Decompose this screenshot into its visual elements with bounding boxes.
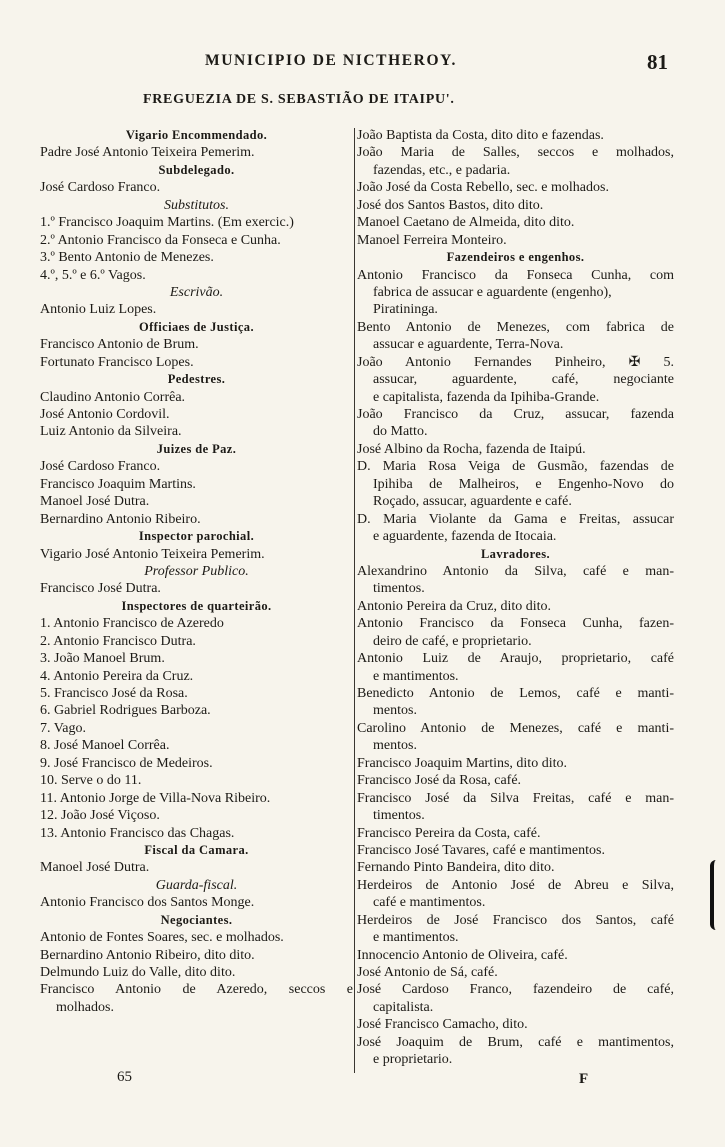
left-entry-line: 10. Serve o do 11. xyxy=(40,773,142,789)
right-entry-continuation: capitalista. xyxy=(373,999,434,1015)
left-entry-line: 4.º, 5.º e 6.º Vagos. xyxy=(40,267,146,283)
left-entry-line: 4. Antonio Pereira da Cruz. xyxy=(40,668,194,684)
left-section-heading: Negociantes. xyxy=(160,912,233,927)
right-entry-line: José Cardoso Franco, fazendeiro de café, xyxy=(357,982,674,998)
left-entry-line: Bernardino Antonio Ribeiro, dito dito. xyxy=(40,947,255,963)
right-entry-line: D. Maria Violante da Gama e Freitas, assucar xyxy=(357,511,674,527)
left-entry-line: Antonio Francisco dos Santos Monge. xyxy=(40,895,255,911)
right-entry-line: Bento Antonio de Menezes, com fabrica de xyxy=(357,319,674,335)
left-entry-line: Claudino Antonio Corrêa. xyxy=(40,389,186,405)
left-entry-line: Fortunato Francisco Lopes. xyxy=(40,354,194,370)
left-section-heading: Juizes de Paz. xyxy=(156,441,237,456)
right-entry-line: Antonio Francisco da Fonseca Cunha, fazen- xyxy=(357,616,674,632)
left-entry-line: Padre José Antonio Teixeira Pemerim. xyxy=(40,145,255,161)
left-entry-line: Vigario José Antonio Teixeira Pemerim. xyxy=(40,546,265,562)
right-entry-continuation: assucar e aguardente, Terra-Nova. xyxy=(373,337,564,353)
right-entry-line: João Antonio Fernandes Pinheiro, ✠ 5. xyxy=(357,354,674,370)
right-entry-line: José Albino da Rocha, fazenda de Itaipú. xyxy=(357,441,586,457)
right-entry-line: Alexandrino Antonio da Silva, café e man- xyxy=(357,563,674,579)
right-entry-continuation: Ipihiba de Malheiros, e Engenho-Novo do xyxy=(373,476,674,492)
right-entry-line: D. Maria Rosa Veiga de Gusmão, fazendas de xyxy=(357,459,674,475)
right-entry-continuation: fabrica de assucar e aguardente (engenho), xyxy=(373,284,612,300)
left-entry-line: Manoel José Dutra. xyxy=(40,494,150,510)
right-entry-continuation: deiro de café, e proprietario. xyxy=(373,633,532,649)
left-entry-line: 9. José Francisco de Medeiros. xyxy=(40,755,213,771)
left-entry-line: 12. João José Viçoso. xyxy=(40,808,160,824)
right-entry-line: João Baptista da Costa, dito dito e fazendas. xyxy=(357,128,604,143)
right-entry-line: Francisco José da Rosa, café. xyxy=(357,773,522,789)
right-entry-line: Innocencio Antonio de Oliveira, café. xyxy=(357,947,568,963)
right-entry-continuation: fazendas, etc., e padaria. xyxy=(373,162,511,178)
column-divider xyxy=(354,128,355,1073)
left-section-heading: Inspector parochial. xyxy=(138,529,255,544)
left-section-subheading: Guarda-fiscal. xyxy=(155,877,238,893)
left-entry-line: 11. Antonio Jorge de Villa-Nova Ribeiro. xyxy=(40,790,271,806)
left-section-heading: Pedestres. xyxy=(167,372,226,387)
right-entry-line: Francisco Pereira da Costa, café. xyxy=(357,825,541,841)
footer-signature-right: F xyxy=(579,1071,589,1087)
right-column xyxy=(357,127,674,1069)
right-section-heading: Fazendeiros e engenhos. xyxy=(446,250,585,265)
right-entry-line: Francisco José da Silva Freitas, café e man- xyxy=(357,790,674,806)
right-entry-line: João José da Costa Rebello, sec. e molhados. xyxy=(357,180,609,196)
right-entry-continuation: mentos. xyxy=(373,703,417,719)
left-column xyxy=(40,127,353,1016)
right-entry-continuation: do Matto. xyxy=(373,424,428,440)
left-entry-line: Delmundo Luiz do Valle, dito dito. xyxy=(40,965,236,980)
left-entry-line: Antonio de Fontes Soares, sec. e molhados. xyxy=(40,930,284,946)
right-entry-line: João Francisco da Cruz, assucar, fazenda xyxy=(357,407,674,422)
right-entry-continuation: e capitalista, fazenda da Ipihiba-Grande. xyxy=(373,389,600,405)
left-entry-line: Bernardino Antonio Ribeiro. xyxy=(40,511,201,527)
left-entry-line: Francisco José Dutra. xyxy=(40,581,161,597)
right-entry-continuation: e aguardente, fazenda de Itocaia. xyxy=(373,529,557,545)
page-edge-mark xyxy=(710,860,723,930)
right-entry-continuation: timentos. xyxy=(373,808,425,824)
right-entry-line: Carolino Antonio de Menezes, café e manti- xyxy=(357,720,674,736)
left-entry-line: 3. João Manoel Brum. xyxy=(40,651,165,667)
right-entry-continuation: assucar, aguardente, café, negociante xyxy=(373,372,674,388)
right-entry-line: Francisco Joaquim Martins, dito dito. xyxy=(357,755,567,771)
left-entry-line: Luiz Antonio da Silveira. xyxy=(40,424,182,440)
left-section-subheading: Professor Publico. xyxy=(144,563,249,579)
left-entry-line: Francisco Joaquim Martins. xyxy=(40,476,196,492)
footer-signature-left: 65 xyxy=(117,1069,132,1085)
running-title: MUNICIPIO DE NICTHEROY. xyxy=(205,52,457,69)
left-entry-continuation: molhados. xyxy=(56,999,114,1015)
right-entry-line: Benedicto Antonio de Lemos, café e manti- xyxy=(357,686,674,701)
left-entry-line: José Cardoso Franco. xyxy=(40,180,161,196)
right-entry-continuation: Piratininga. xyxy=(373,302,438,318)
right-entry-continuation: mentos. xyxy=(373,738,417,754)
right-entry-line: José dos Santos Bastos, dito dito. xyxy=(357,197,544,213)
left-entry-line: 3.º Bento Antonio de Menezes. xyxy=(40,250,214,266)
right-entry-continuation: e mantimentos. xyxy=(373,668,459,684)
right-entry-line: Antonio Francisco da Fonseca Cunha, com xyxy=(357,267,674,283)
page-header xyxy=(0,52,725,78)
right-entry-continuation: e mantimentos. xyxy=(373,930,459,946)
right-entry-line: Fernando Pinto Bandeira, dito dito. xyxy=(357,860,555,876)
left-section-heading: Fiscal da Camara. xyxy=(144,842,249,857)
left-entry-line: 6. Gabriel Rodrigues Barboza. xyxy=(40,703,211,719)
left-entry-line: Francisco Antonio de Azeredo, seccos e xyxy=(40,982,353,998)
page-number: 81 xyxy=(647,50,668,74)
left-entry-line: 7. Vago. xyxy=(40,720,87,736)
left-section-heading: Vigario Encommendado. xyxy=(125,128,268,142)
left-entry-line: 2. Antonio Francisco Dutra. xyxy=(40,633,196,649)
left-entry-line: 1.º Francisco Joaquim Martins. (Em exercic.) xyxy=(40,215,294,231)
right-entry-line: Herdeiros de Antonio José de Abreu e Silva, xyxy=(357,877,674,893)
left-section-heading: Subdelegado. xyxy=(158,162,235,177)
right-entry-line: José Joaquim de Brum, café e mantimentos, xyxy=(357,1034,674,1050)
right-section-heading: Lavradores. xyxy=(480,546,551,561)
right-entry-line: Manoel Ferreira Monteiro. xyxy=(357,232,507,248)
left-section-subheading: Escrivão. xyxy=(169,284,224,300)
right-entry-line: Antonio Luiz de Araujo, proprietario, café xyxy=(357,651,674,667)
left-entry-line: Francisco Antonio de Brum. xyxy=(40,337,199,353)
right-entry-continuation: café e mantimentos. xyxy=(373,895,486,911)
left-entry-line: José Cardoso Franco. xyxy=(40,459,161,475)
left-section-subheading: Substitutos. xyxy=(164,197,229,213)
right-entry-continuation: Roçado, assucar, aguardente e café. xyxy=(373,494,572,510)
left-section-heading: Officiaes de Justiça. xyxy=(139,319,254,334)
left-entry-line: 13. Antonio Francisco das Chagas. xyxy=(40,825,235,841)
right-entry-continuation: e proprietario. xyxy=(373,1052,453,1068)
right-entry-continuation: timentos. xyxy=(373,581,425,597)
left-entry-line: Manoel José Dutra. xyxy=(40,860,150,876)
right-entry-line: Francisco José Tavares, café e mantimentos. xyxy=(357,842,605,858)
left-entry-line: 8. José Manoel Corrêa. xyxy=(40,738,170,754)
left-entry-line: Antonio Luiz Lopes. xyxy=(40,302,157,318)
right-entry-line: José Antonio de Sá, café. xyxy=(357,965,498,980)
right-entry-line: José Francisco Camacho, dito. xyxy=(357,1017,528,1033)
right-entry-line: Herdeiros de José Francisco dos Santos, café xyxy=(357,912,674,928)
left-entry-line: 2.º Antonio Francisco da Fonseca e Cunha. xyxy=(40,232,281,248)
right-entry-line: Manoel Caetano de Almeida, dito dito. xyxy=(357,215,575,231)
section-title: FREGUEZIA DE S. SEBASTIÃO DE ITAIPU'. xyxy=(143,92,455,107)
right-entry-line: João Maria de Salles, seccos e molhados, xyxy=(357,145,674,161)
right-entry-line: Antonio Pereira da Cruz, dito dito. xyxy=(357,598,552,614)
left-entry-line: José Antonio Cordovil. xyxy=(40,407,170,422)
left-section-heading: Inspectores de quarteirão. xyxy=(121,598,272,613)
left-entry-line: 1. Antonio Francisco de Azeredo xyxy=(40,616,224,632)
left-entry-line: 5. Francisco José da Rosa. xyxy=(40,686,188,701)
